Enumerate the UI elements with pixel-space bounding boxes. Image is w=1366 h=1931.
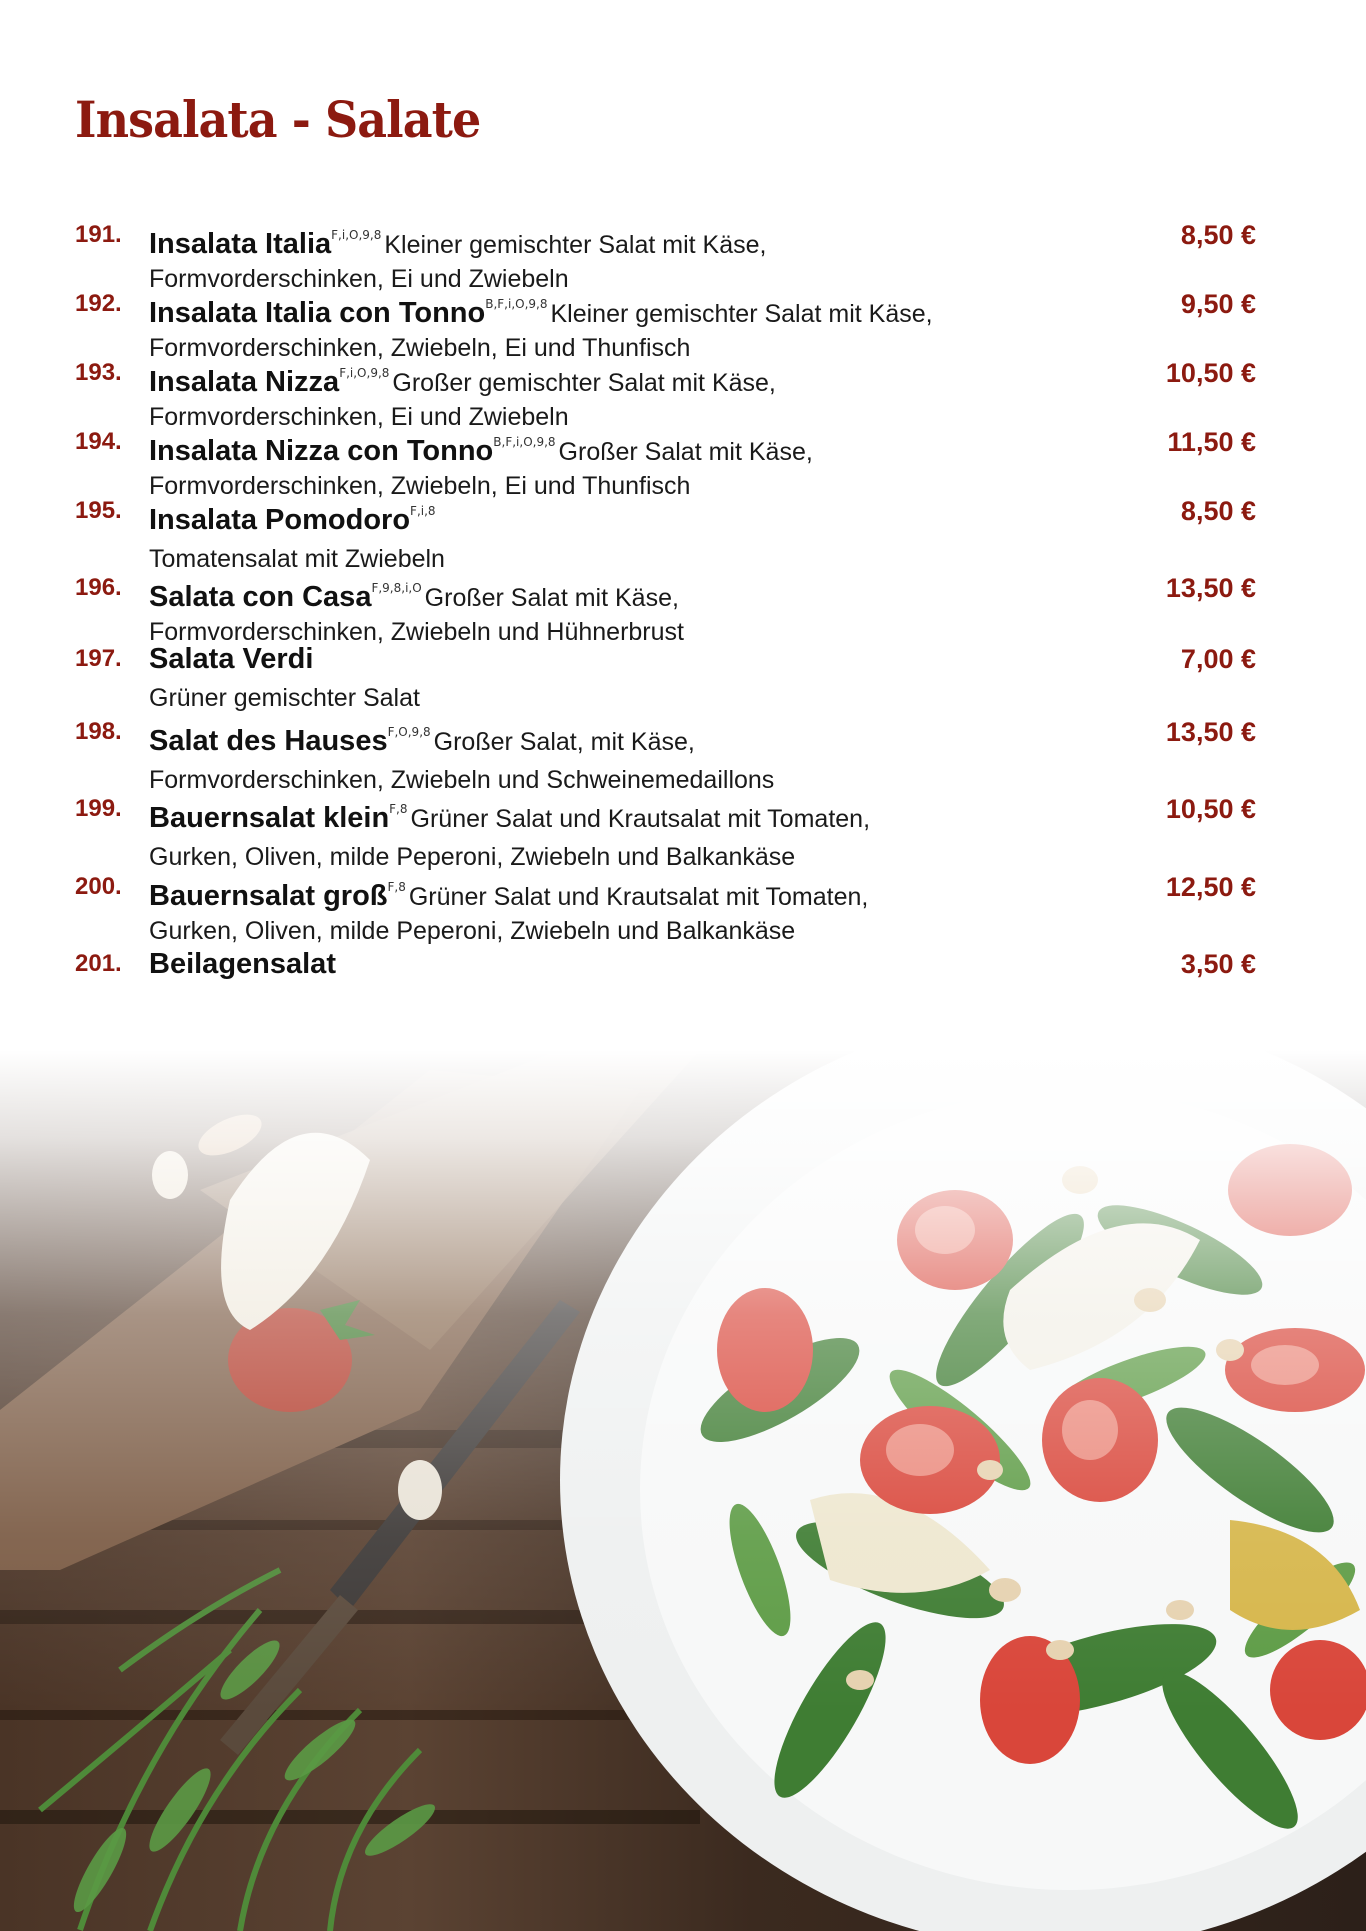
allergen-codes: F,O,9,8 — [387, 725, 431, 739]
item-description-continued: Formvorderschinken, Zwiebeln und Hühnerbrust — [149, 618, 684, 646]
item-description-continued: Gurken, Oliven, milde Peperoni, Zwiebeln und Balkankäse — [149, 917, 796, 945]
item-name: Insalata Italia con Tonno — [149, 297, 486, 329]
item-description-continued: Formvorderschinken, Zwiebeln, Ei und Thunfisch — [149, 472, 691, 500]
item-name: Bauernsalat klein — [149, 802, 390, 834]
item-number: 197. — [75, 645, 122, 672]
item-price: 10,50 € — [1165, 794, 1256, 824]
item-description: Großer Salat mit Käse, — [558, 438, 813, 466]
item-number: 194. — [75, 428, 122, 455]
item-price: 13,50 € — [1165, 717, 1256, 747]
item-number: 200. — [75, 873, 122, 900]
item-number: 193. — [75, 359, 122, 386]
item-description: Grüner Salat und Krautsalat mit Tomaten, — [410, 805, 871, 833]
item-price: 11,50 € — [1167, 427, 1256, 457]
item-name: Insalata Nizza — [149, 366, 340, 398]
item-price: 8,50 € — [1180, 496, 1256, 526]
allergen-codes: F,8 — [389, 802, 408, 816]
salad-illustration — [0, 1050, 1366, 1931]
item-name: Insalata Pomodoro — [149, 504, 411, 536]
item-number: 196. — [75, 574, 122, 601]
allergen-codes: F,i,O,9,8 — [339, 366, 390, 380]
item-number: 191. — [75, 221, 122, 248]
item-name: Beilagensalat — [149, 948, 336, 980]
item-name: Insalata Nizza con Tonno — [149, 435, 494, 467]
item-description: Kleiner gemischter Salat mit Käse, — [384, 231, 767, 259]
item-price: 7,00 € — [1180, 644, 1256, 674]
allergen-codes: F,i,O,9,8 — [331, 228, 382, 242]
salad-photo — [0, 1050, 1366, 1931]
item-description-continued: Grüner gemischter Salat — [149, 684, 420, 712]
allergen-codes: F,9,8,i,O — [371, 581, 422, 595]
item-description: Großer Salat, mit Käse, — [433, 728, 695, 756]
item-description-continued: Formvorderschinken, Zwiebeln, Ei und Thunfisch — [149, 334, 691, 362]
allergen-codes: B,F,i,O,9,8 — [493, 435, 556, 449]
item-description: Großer Salat mit Käse, — [424, 584, 679, 612]
item-number: 198. — [75, 718, 122, 745]
item-name: Insalata Italia — [149, 228, 332, 260]
item-price: 10,50 € — [1165, 358, 1256, 388]
item-number: 192. — [75, 290, 122, 317]
item-name: Salata Verdi — [149, 643, 314, 675]
item-description: Grüner Salat und Krautsalat mit Tomaten, — [408, 883, 869, 911]
item-name: Salat des Hauses — [149, 725, 388, 757]
item-description: Großer gemischter Salat mit Käse, — [392, 369, 776, 397]
item-number: 199. — [75, 795, 122, 822]
item-description-continued: Formvorderschinken, Ei und Zwiebeln — [149, 265, 569, 293]
item-description: Kleiner gemischter Salat mit Käse, — [550, 300, 933, 328]
item-description-continued: Gurken, Oliven, milde Peperoni, Zwiebeln und Balkankäse — [149, 843, 796, 871]
item-number: 201. — [75, 950, 122, 977]
item-price: 13,50 € — [1165, 573, 1256, 603]
item-price: 3,50 € — [1180, 949, 1256, 979]
item-description-continued: Tomatensalat mit Zwiebeln — [149, 545, 445, 573]
allergen-codes: F,i,8 — [410, 504, 436, 518]
item-description-continued: Formvorderschinken, Ei und Zwiebeln — [149, 403, 569, 431]
item-name: Salata con Casa — [149, 581, 372, 613]
item-description-continued: Formvorderschinken, Zwiebeln und Schweinemedaillons — [149, 766, 775, 794]
item-name: Bauernsalat groß — [149, 880, 388, 912]
item-price: 9,50 € — [1180, 289, 1256, 319]
allergen-codes: F,8 — [387, 880, 406, 894]
item-number: 195. — [75, 497, 122, 524]
item-price: 8,50 € — [1180, 220, 1256, 250]
page-title: Insalata - Salate — [75, 90, 481, 149]
allergen-codes: B,F,i,O,9,8 — [485, 297, 548, 311]
item-price: 12,50 € — [1165, 872, 1256, 902]
